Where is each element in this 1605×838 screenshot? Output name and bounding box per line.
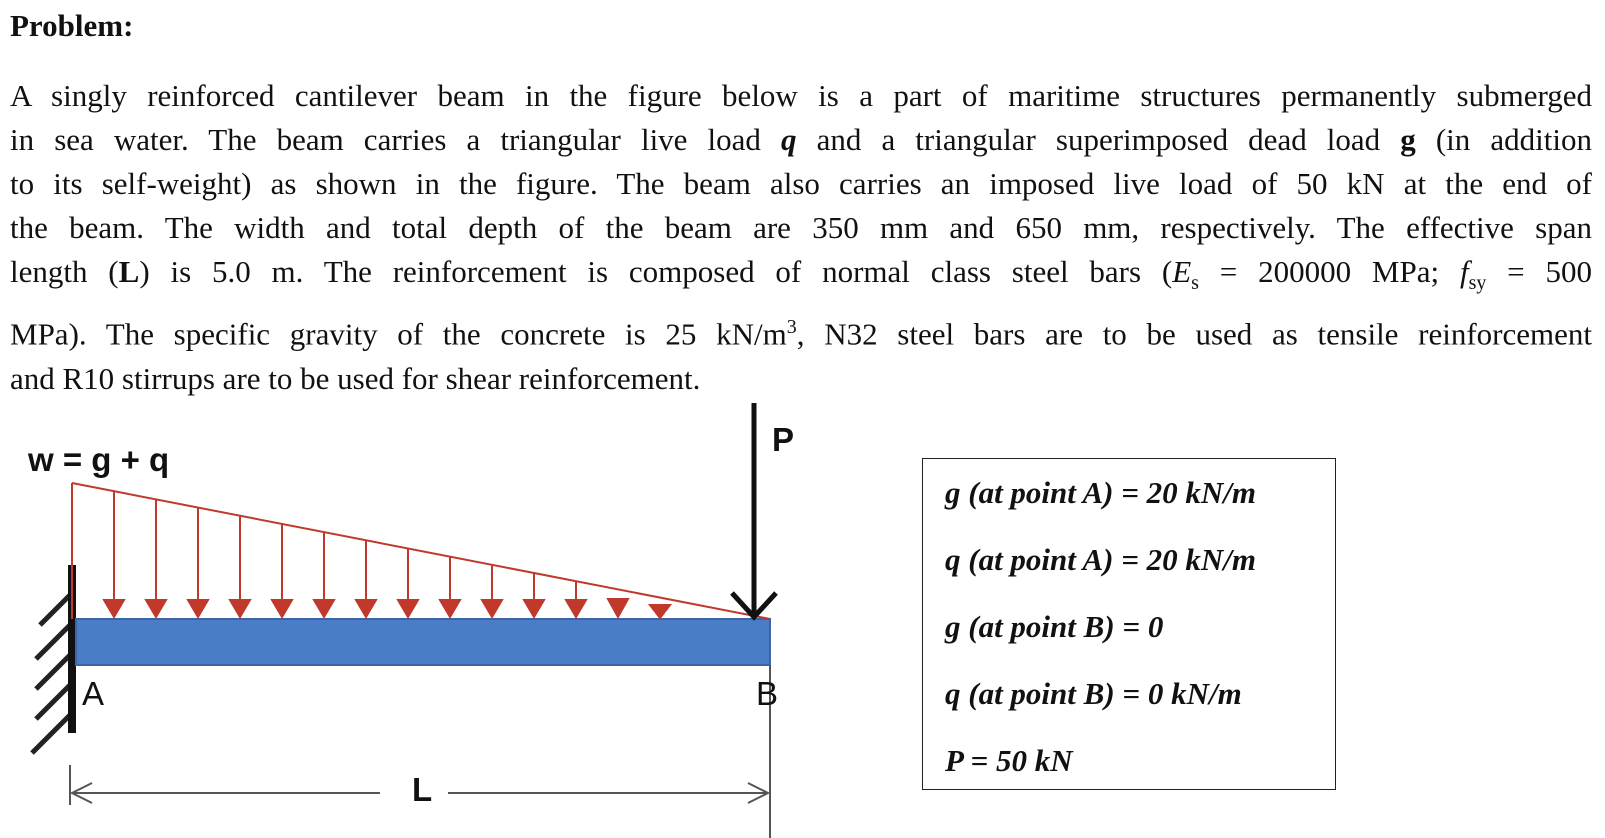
problem-line-1: A singly reinforced cantilever beam in the figure below is a part of maritime structures permanently submerged [10, 78, 1592, 113]
problem-line-6 [10, 305, 1592, 356]
load-label: w = g + q [28, 441, 170, 478]
text-run: MPa). The specific gravity of the concrete is 25 kN/m [10, 316, 787, 352]
problem-line-4: the beam. The width and total depth of the beam are 350 mm and 650 mm, respectively. The effective span [10, 210, 1592, 245]
value-g-at-b: g (at point B) = 0 [945, 609, 1164, 644]
problem-statement [10, 74, 1592, 401]
distributed-load [72, 483, 770, 619]
value-q-at-b: q (at point B) = 0 kN/m [945, 676, 1242, 711]
problem-heading: Problem: [10, 8, 134, 43]
fixed-support-hatch [32, 595, 70, 753]
subscript-sy: sy [1468, 272, 1487, 295]
symbol-f: f [1459, 254, 1469, 289]
symbol-L: L [118, 254, 140, 289]
text-run: length ( [10, 254, 119, 289]
symbol-q: q [781, 122, 797, 157]
problem-line-5 [10, 250, 1592, 305]
span-label: L [412, 771, 433, 808]
cantilever-beam-figure [0, 395, 860, 838]
problem-line-2 [10, 118, 1592, 162]
problem-line-7: and R10 stirrups are to be used for shear reinforcement. [10, 360, 701, 396]
span-dimension [70, 665, 770, 838]
point-load-label: P [772, 421, 795, 458]
superscript-3: 3 [786, 316, 797, 339]
symbol-g: g [1400, 122, 1416, 157]
text-run: = 500 [1486, 254, 1592, 289]
value-g-at-a: g (at point A) = 20 kN/m [945, 475, 1257, 510]
text-run: ) is 5.0 m. The reinforcement is composed of normal class steel bars ( [139, 254, 1173, 289]
load-arrows [104, 491, 670, 618]
text-run: , N32 steel bars are to be used as tensile reinforcement [796, 316, 1592, 352]
value-p: P = 50 kN [945, 743, 1073, 778]
symbol-E: E [1172, 254, 1192, 289]
beam [76, 619, 770, 665]
text-run: and a triangular superimposed dead load [796, 122, 1401, 157]
subscript-s: s [1191, 272, 1199, 295]
end-label-b: B [756, 675, 779, 712]
text-run: = 200000 MPa; [1198, 254, 1460, 289]
load-values-box [922, 458, 1336, 790]
text-run: in sea water. The beam carries a triangular live load [10, 122, 781, 157]
problem-line-3: to its self-weight) as shown in the figure. The beam also carries an imposed live load of 50 kN at the end of [10, 166, 1592, 201]
value-q-at-a: q (at point A) = 20 kN/m [945, 542, 1257, 577]
text-run: (in addition [1415, 122, 1592, 157]
point-load-arrow [732, 403, 776, 617]
support-label-a: A [82, 675, 105, 712]
